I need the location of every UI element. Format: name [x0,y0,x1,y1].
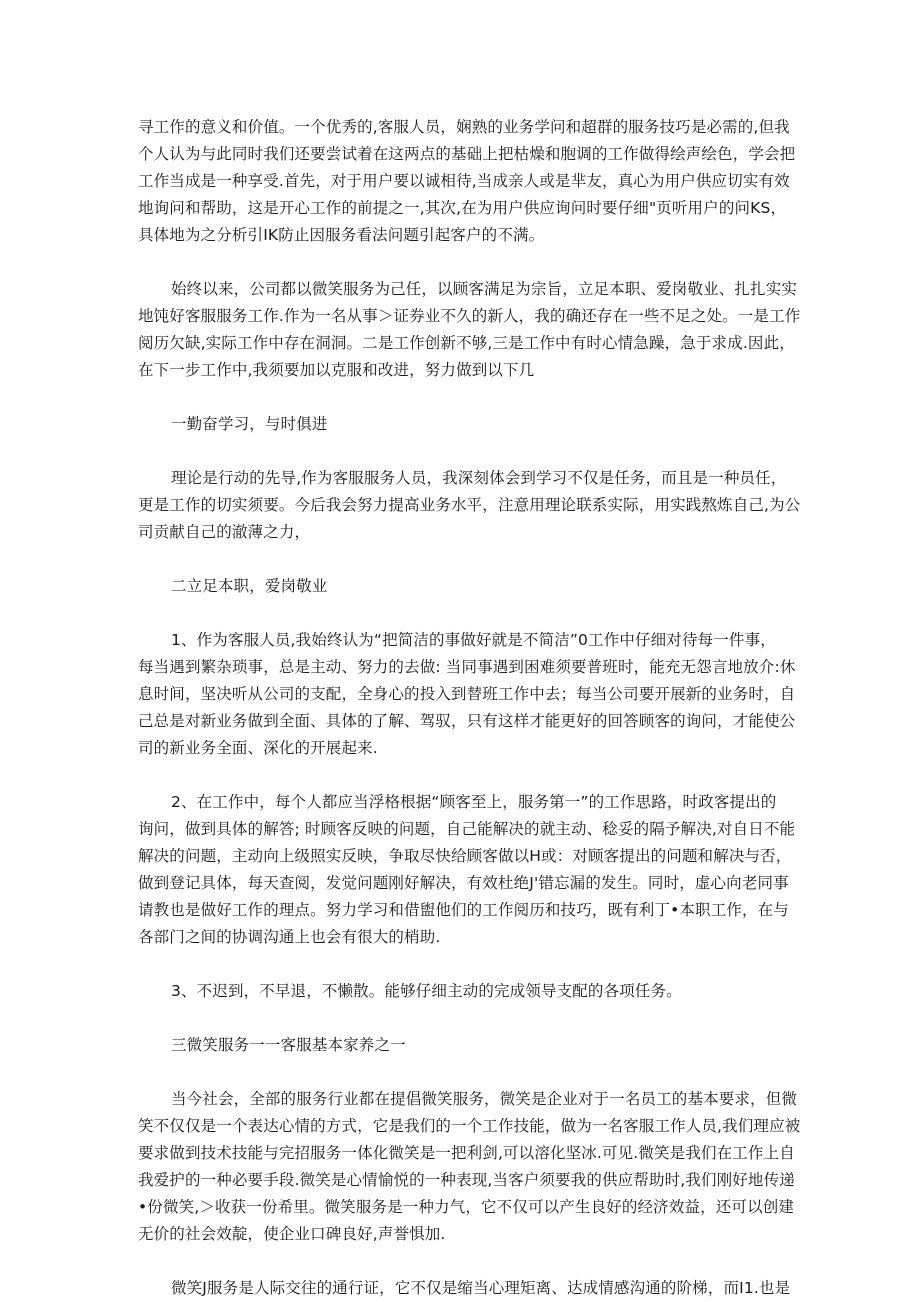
text-line: 地饨好客服服务工作.作为一名从事＞证券业不久的新人，我的确还存在一些不足之处。一是工作 [138,307,801,325]
section-heading-1: 一勤奋学习，与时俱进 [171,415,328,433]
text-line: 做到登记具体，每天查阅，发觉问题刚好解决，有效杜绝J'错忘漏的发生。同时，虚心向老同事 [138,874,789,892]
text-line: 请教也是做好工作的理点。努力学习和借盥他们的工作阅历和技巧，既有利丁•本职工作，在与 [138,901,789,919]
text-line: 2、在工作中，每个人都应当浮格根据“顾客至上，服务第一”的工作思路，时政客提出的 [171,793,777,811]
paragraph-commitment [138,276,801,384]
text-line: 地询问和帮助，这是开心工作的前提之一,其次,在为用户供应询问时要仔细"页听用户的问KS， [138,199,787,217]
paragraph-item-3: 3、不迟到，不早退，不懒散。能够仔细主动的完成领导支配的各项任务。 [171,982,682,1000]
paragraph-item-2 [138,789,796,951]
text-line: 始终以来，公司都以微笑服务为己任，以顾客满足为宗旨，立足本职、爱岗敬业、扎扎实实 [171,280,798,298]
text-line: 更是工作的切实须要。今后我会努力提高业务水平，注意用理论联系实际，用实践熬炼自己,为公 [138,496,801,514]
text-line: 每当遇到繁杂琐事，总是主动、努力的去做: 当同事遇到困难须要普班时，能充无怨言地放介:休 [138,658,796,676]
text-line: •份微笑,＞收获一份希里。微笑服务是一种力气，它不仅可以产生良好的经济效益，还可以创建 [138,1198,795,1216]
text-line: 询问，做到具体的解答; 时顾客反映的问题，自己能解决的就主动、稔妥的隔予解决,对自日不能 [138,820,796,838]
text-line: 己总是对新业务做到全面、具体的了解、驾驭，只有这样才能更好的回答顾客的询问，才能使公 [138,712,796,730]
text-line: 1、作为客服人员,我始终认为“把简洁的事做好就是不简洁”0工作中仔细对待每一件事， [171,631,776,649]
text-line: 寻工作的意义和价值。一个优秀的,客服人员，娴熟的业务学问和超群的服务技巧是必需的,但我 [138,118,790,136]
paragraph-closing: 微笑J服务是人际交往的通行证，它不仅是缩当心理矩离、达成情感沟通的阶梯，而I1.也是 [171,1279,791,1297]
text-line: 具体地为之分析引IK防止因服务看法问题引起客户的不满。 [138,226,545,244]
section-heading-3: 三微笑服务一一客服基本家养之一 [171,1036,406,1054]
paragraph-intro [138,114,796,249]
text-line: 无价的社会效靛，使企业口碑良好,声誉惧加. [138,1225,446,1243]
text-line: 司贡献自己的澈薄之力， [138,523,311,541]
text-line: 当今社会，全部的服务行业都在提倡微笑服务，微笑是企业对于一名员工的基本要求，但微 [171,1090,798,1108]
paragraph-theory [138,465,801,546]
text-line: 在下一步工作中,我须要加以克服和改进，努力做到以下几 [138,361,535,379]
text-line: 司的新业务全面、深化的开展起来. [138,739,378,757]
text-line: 息时间，坚决听从公司的支配，全身心的投入到替班工作中去；每当公司要开展新的业务时，自 [138,685,796,703]
text-line: 要求做到技术技能与完招服务一体化微笑是一把利剑,可以溶化坚冰.可见.微笑是我们在工作上自 [138,1144,795,1162]
text-line: 我爱护的一种必要手段.微笑是心情愉悦的一种表现,当客户须要我的供应帮助时,我们刚好地传递 [138,1171,795,1189]
document-page [138,114,801,1302]
text-line: 阅历欠缺,实际工作中存在洞洞。二是工作创新不够,三是工作中有时心情急躁，急于求成.因此， [138,334,795,352]
text-line: 各部门之间的协调沟通上也会有很大的梢助. [138,928,441,946]
text-line: 理论是行动的先导,作为客服服务人员，我深刻体会到学习不仅是任务，而且是一种员任， [171,469,787,487]
text-line: 解决的问题，主动向上级照实反映，争取尽快给顾客做以H或：对顾客提出的问题和解决与否， [138,847,792,865]
text-line: 工作当成是一种享受.首先，对于用户要以诚相待,当成亲人或是芈友，真心为用户供应切实有效 [138,172,790,190]
paragraph-smile-service [138,1086,801,1248]
text-line: 个人认为与此同时我们还要尝试着在这两点的基础上把枯燥和胞调的工作做得绘声绘色，学会把 [138,145,796,163]
section-heading-2: 二立足本职，爱岗敬业 [171,577,328,595]
text-line: 笑不仅仅是一个表达心情的方式，它是我们的一个工作技能，做为一名客服工作人员,我们理应被 [138,1117,801,1135]
paragraph-item-1 [138,627,796,762]
